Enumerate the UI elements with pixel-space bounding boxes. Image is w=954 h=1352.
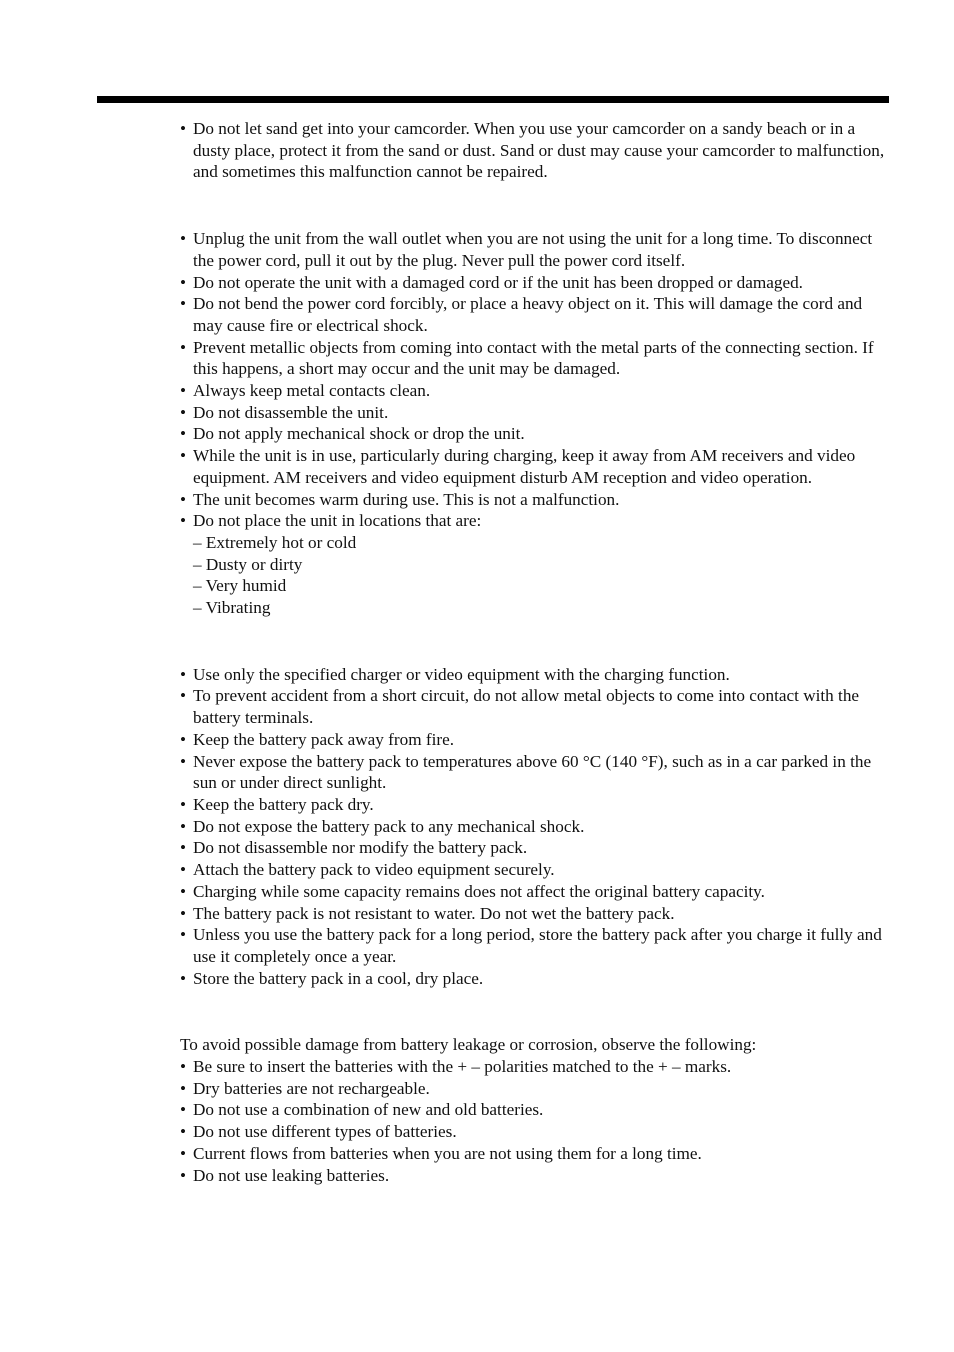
power-unit-precautions-list	[180, 228, 892, 619]
list-item-text: Do not use different types of batteries.	[193, 1122, 457, 1142]
list-item	[180, 664, 892, 686]
list-item	[180, 402, 892, 424]
sub-list-item: – Vibrating	[193, 598, 271, 618]
list-item-text: Do not apply mechanical shock or drop the unit.	[193, 424, 525, 444]
list-item	[180, 423, 892, 445]
sub-list-item: – Extremely hot or cold	[193, 532, 357, 552]
bullet-icon: •	[180, 860, 187, 880]
list-item	[180, 1143, 892, 1165]
bullet-icon: •	[180, 337, 187, 357]
list-item-text: Current flows from batteries when you are not using them for a long time.	[193, 1143, 702, 1163]
bullet-icon: •	[180, 489, 187, 509]
sub-list-item: – Dusty or dirty	[193, 554, 303, 574]
list-item-text: While the unit is in use, particularly during charging, keep it away from AM receivers and video equipment. AM receivers and video equipment disturb AM reception and video operation.	[193, 446, 856, 487]
header-rule	[97, 96, 889, 103]
list-item	[180, 903, 892, 925]
list-item	[180, 380, 892, 402]
list-item-text: Keep the battery pack away from fire.	[193, 729, 455, 749]
list-item	[180, 729, 892, 751]
bullet-icon: •	[180, 381, 187, 401]
list-item-text: Never expose the battery pack to temperatures above 60 °C (140 °F), such as in a car parked in the sun or under direct sunlight.	[193, 751, 872, 793]
bullet-icon: •	[180, 229, 187, 249]
sand-precautions-list	[180, 118, 892, 183]
bullet-icon: •	[180, 294, 187, 314]
bullet-icon: •	[180, 881, 187, 901]
dry-battery-intro: To avoid possible damage from battery leakage or corrosion, observe the following:	[180, 1035, 757, 1055]
bullet-icon: •	[180, 751, 187, 771]
section-gap	[180, 989, 892, 1034]
list-item	[180, 489, 892, 511]
list-item-text: Unless you use the battery pack for a long period, store the battery pack after you charge it fully and use it completely once a year.	[193, 925, 882, 966]
list-item-text: Do not operate the unit with a damaged cord or if the unit has been dropped or damaged.	[193, 272, 803, 292]
list-item	[180, 968, 892, 990]
list-item-text: Do not disassemble nor modify the battery pack.	[193, 838, 528, 858]
list-item-text: Charging while some capacity remains does not affect the original battery capacity.	[193, 881, 765, 901]
list-item-text: Keep the battery pack dry.	[193, 794, 374, 814]
list-item-text: Do not use leaking batteries.	[193, 1165, 390, 1185]
bullet-icon: •	[180, 1057, 187, 1077]
list-item	[180, 837, 892, 859]
list-item	[180, 510, 892, 532]
bullet-icon: •	[180, 1122, 187, 1142]
list-item	[180, 445, 892, 488]
list-item	[180, 293, 892, 336]
document-body	[180, 118, 892, 1186]
list-item	[180, 118, 892, 183]
bullet-icon: •	[180, 686, 187, 706]
list-item-text: Use only the specified charger or video equipment with the charging function.	[193, 664, 730, 684]
bullet-icon: •	[180, 402, 187, 422]
bullet-icon: •	[180, 1078, 187, 1098]
list-item	[180, 1099, 892, 1121]
list-item	[180, 1165, 892, 1187]
list-item	[180, 816, 892, 838]
bullet-icon: •	[180, 1143, 187, 1163]
list-item	[180, 228, 892, 271]
list-item-text: The battery pack is not resistant to water. Do not wet the battery pack.	[193, 903, 675, 923]
bullet-icon: •	[180, 925, 187, 945]
bullet-icon: •	[180, 968, 187, 988]
list-item-text: To prevent accident from a short circuit, do not allow metal objects to come into contact with the battery terminals.	[193, 686, 860, 728]
list-item-text: Do not use a combination of new and old batteries.	[193, 1100, 544, 1120]
bullet-icon: •	[180, 903, 187, 923]
section-gap	[180, 183, 892, 228]
list-item-text: Prevent metallic objects from coming into contact with the metal parts of the connecting section. If this happens, a short may occur and the unit may be damaged.	[193, 337, 874, 379]
list-item-text: Always keep metal contacts clean.	[193, 381, 431, 401]
bullet-icon: •	[180, 119, 187, 138]
bullet-icon: •	[180, 1100, 187, 1120]
list-item-text: Do not place the unit in locations that are:	[193, 511, 482, 531]
list-item	[180, 337, 892, 380]
sub-list-item: – Very humid	[193, 576, 287, 596]
list-item	[180, 272, 892, 294]
bullet-icon: •	[180, 424, 187, 444]
list-item	[180, 1078, 892, 1100]
list-item-text: Dry batteries are not rechargeable.	[193, 1078, 430, 1098]
list-item	[180, 859, 892, 881]
bullet-icon: •	[180, 511, 187, 531]
bullet-icon: •	[180, 1165, 187, 1185]
list-item-text: Do not let sand get into your camcorder. When you use your camcorder on a sandy beach or in a dusty place, protect it from the sand or dust. Sand or dust may cause your camcorder to malfunction, and sometimes this malfunction cannot be repaired.	[193, 119, 885, 182]
bullet-icon: •	[180, 816, 187, 836]
bullet-icon: •	[180, 272, 187, 292]
list-item	[180, 685, 892, 728]
list-item	[180, 1121, 892, 1143]
bullet-icon: •	[180, 838, 187, 858]
list-item-text: Unplug the unit from the wall outlet when you are not using the unit for a long time. To disconnect the power cord, pull it out by the plug. Never pull the power cord itself.	[193, 229, 873, 270]
list-item-text: Store the battery pack in a cool, dry place.	[193, 968, 484, 988]
list-item-text: Do not bend the power cord forcibly, or place a heavy object on it. This will damage the cord and may cause fire or electrical shock.	[193, 294, 863, 335]
list-item-text: Do not disassemble the unit.	[193, 402, 389, 422]
bullet-icon: •	[180, 729, 187, 749]
list-item	[180, 794, 892, 816]
bullet-icon: •	[180, 446, 187, 466]
list-item-text: Attach the battery pack to video equipment securely.	[193, 860, 555, 880]
list-item-text: The unit becomes warm during use. This is not a malfunction.	[193, 489, 620, 509]
battery-pack-precautions-list	[180, 664, 892, 990]
bullet-icon: •	[180, 664, 187, 684]
section-gap	[180, 619, 892, 664]
list-item	[180, 751, 892, 794]
list-item	[180, 1056, 892, 1078]
list-item-text: Be sure to insert the batteries with the + – polarities matched to the + – marks.	[193, 1057, 732, 1077]
list-item	[180, 924, 892, 967]
list-item-text: Do not expose the battery pack to any mechanical shock.	[193, 816, 585, 836]
bullet-icon: •	[180, 794, 187, 814]
list-item	[180, 881, 892, 903]
dry-battery-precautions-list	[180, 1056, 892, 1186]
